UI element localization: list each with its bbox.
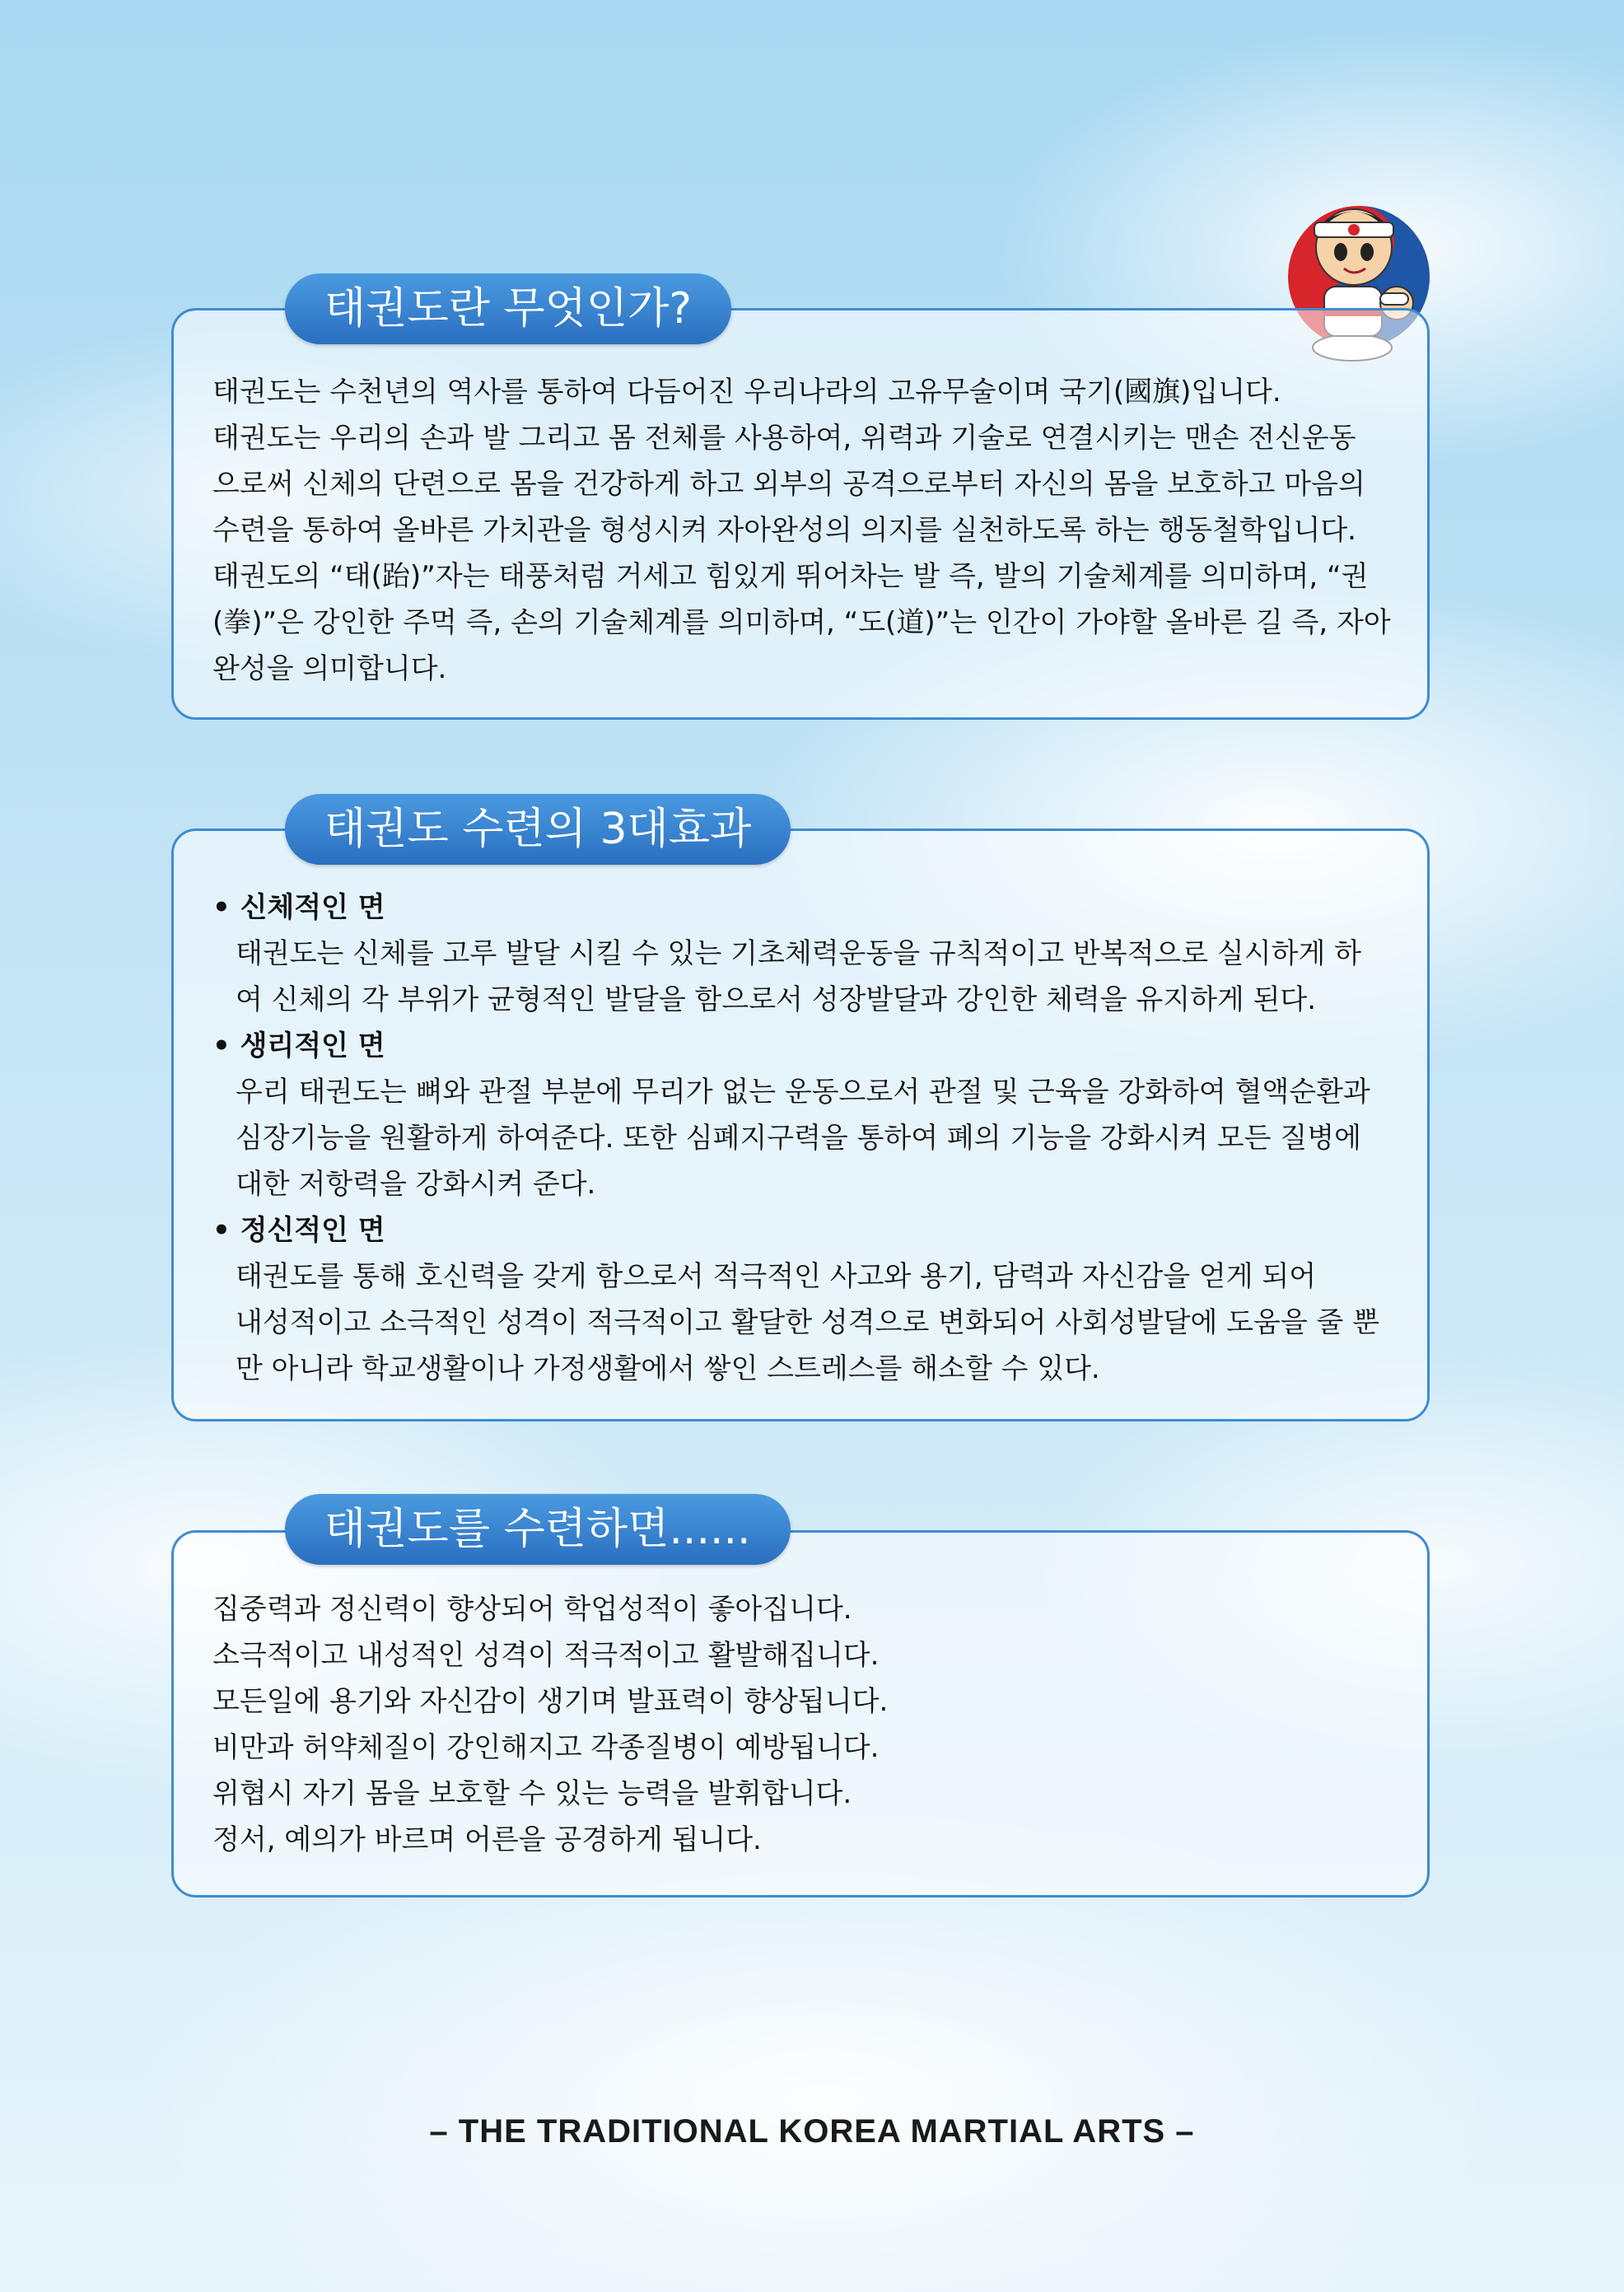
body-line: 만 아니라 학교생활이나 가정생활에서 쌓인 스트레스를 해소할 수 있다.: [236, 1352, 1100, 1385]
body-line: 집중력과 정신력이 향상되어 학업성적이 좋아집니다.: [212, 1593, 852, 1626]
body-line: 여 신체의 각 부위가 균형적인 발달을 함으로서 성장발달과 강인한 체력을 유지하게 된다.: [236, 983, 1317, 1016]
section-three-effects-title: 태권도 수련의 3대효과: [285, 794, 791, 865]
body-line: 내성적이고 소극적인 성격이 적극적이고 활달한 성격으로 변화되어 사회성발달에 도움을 줄 뿐: [236, 1306, 1379, 1339]
body-line: (拳)”은 강인한 주먹 즉, 손의 기술체계를 의미하며, “도(道)”는 인간이 가야할 올바른 길 즉, 자아: [212, 606, 1391, 639]
section-training-benefits-body: [212, 1586, 1393, 1863]
body-line: 태권도의 “태(跆)”자는 태풍처럼 거세고 힘있게 뛰어차는 발 즉, 발의 기술체계를 의미하며, “권: [212, 560, 1369, 593]
body-line: 태권도를 통해 호신력을 갖게 함으로서 적극적인 사고와 용기, 담력과 자신감을 얻게 되어: [236, 1260, 1317, 1293]
body-line: 소극적이고 내성적인 성격이 적극적이고 활발해집니다.: [212, 1639, 880, 1672]
body-line: 으로써 신체의 단련으로 몸을 건강하게 하고 외부의 공격으로부터 자신의 몸을 보호하고 마음의: [212, 468, 1365, 501]
footer-tagline: – THE TRADITIONAL KOREA MARTIAL ARTS –: [429, 2113, 1195, 2150]
effect-heading-mental: • 정신적인 면: [212, 1214, 385, 1247]
body-line: 위협시 자기 몸을 보호할 수 있는 능력을 발휘합니다.: [212, 1777, 852, 1810]
body-line: 태권도는 신체를 고루 발달 시킬 수 있는 기초체력운동을 규칙적이고 반복적으로 실시하게 하: [236, 937, 1361, 970]
body-line: 수련을 통하여 올바른 가치관을 형성시켜 자아완성의 의지를 실천하도록 하는 행동철학입니다.: [212, 514, 1356, 547]
section-what-is-taekwondo-title: 태권도란 무엇인가?: [285, 273, 731, 344]
body-line: 우리 태권도는 뼈와 관절 부분에 무리가 없는 운동으로서 관절 및 근육을 강화하여 혈액순환과: [236, 1076, 1370, 1109]
body-line: 모든일에 용기와 자신감이 생기며 발표력이 향상됩니다.: [212, 1685, 889, 1718]
body-line: 심장기능을 원활하게 하여준다. 또한 심폐지구력을 통하여 폐의 기능을 강화시켜 모든 질병에: [236, 1122, 1361, 1155]
body-line: 태권도는 수천년의 역사를 통하여 다듬어진 우리나라의 고유무술이며 국기(國旗)입니다.: [212, 376, 1281, 408]
effect-heading-physiological: • 생리적인 면: [212, 1029, 385, 1062]
body-line: 비만과 허약체질이 강인해지고 각종질병이 예방됩니다.: [212, 1731, 880, 1764]
effect-heading-physical: • 신체적인 면: [212, 891, 385, 924]
section-three-effects-body: [212, 885, 1393, 1392]
body-line: 대한 저항력을 강화시켜 준다.: [236, 1168, 596, 1201]
body-line: 정서, 예의가 바르며 어른을 공경하게 됩니다.: [212, 1823, 762, 1856]
section-what-is-taekwondo-body: [212, 369, 1393, 692]
body-line: 태권도는 우리의 손과 발 그리고 몸 전체를 사용하여, 위력과 기술로 연결시키는 맨손 전신운동: [212, 422, 1356, 455]
body-line: 완성을 의미합니다.: [212, 652, 447, 685]
section-training-benefits-title: 태권도를 수련하면......: [285, 1494, 791, 1565]
